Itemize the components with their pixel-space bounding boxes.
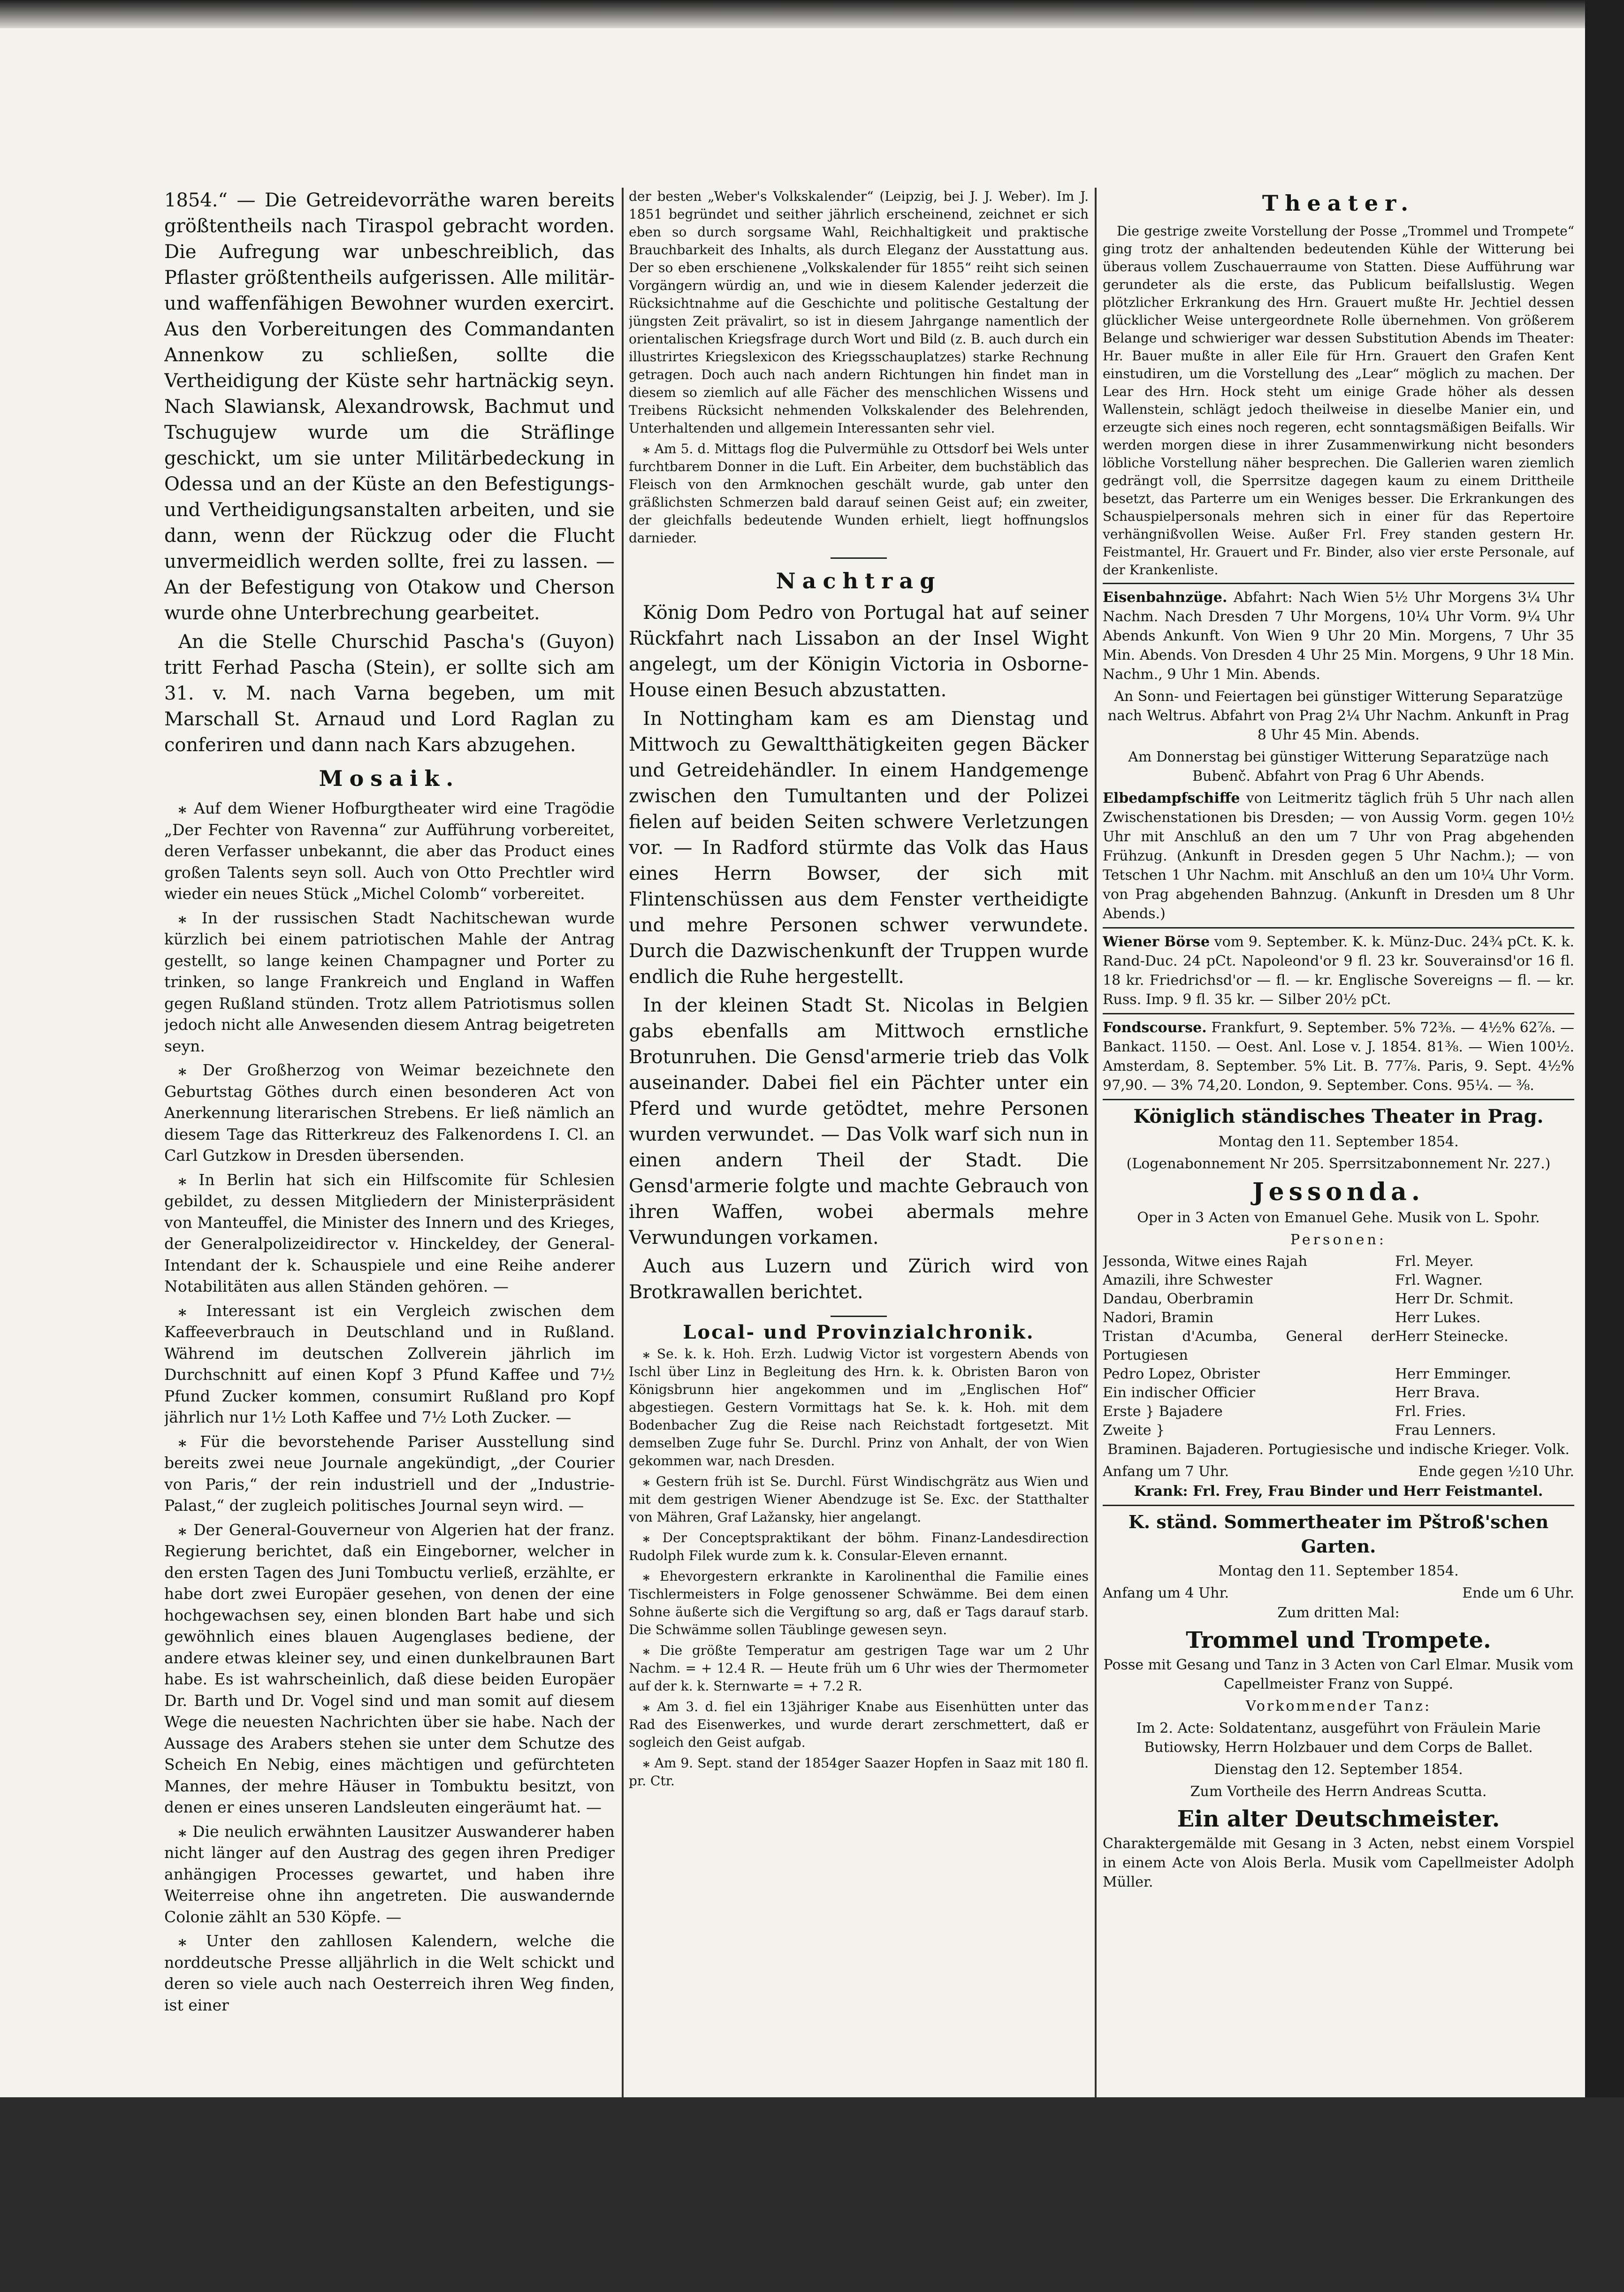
mosaik-item: ⁎ Der Großherzog von Weimar bezeichnete den Geburtstag Göthes durch einen besonderen Act von Anerkennung literarischen Strebens. Er ließ nämlich an diesem Tage das Ritterkreuz des Falkenordens I. Cl. an Carl Gutzkow in Dresden übersenden. — [164, 1061, 615, 1165]
local-item: ⁎ Se. k. k. Hoh. Erzh. Ludwig Victor ist vorgestern Abends von Ischl über Linz in Begleitung des Hrn. k. k. Obristen Baron von Königsbrunn hier angekommen und im „Englischen Hof“ abgestiegen. Gestern Vormittags hat Se. k. k. Hoh. mit dem Bodenbacher Zug die Reise nach Reichstadt fortgesetzt. Mit demselben Zuge fuhr Se. Durchl. Prinz von Anhalt, der von Wien gekommen war, nach Dresden. — [629, 1346, 1089, 1469]
dance-label: Vorkommender Tanz: — [1245, 1698, 1432, 1714]
mosaik-item: ⁎ In der russischen Stadt Nachitschewan wurde kürzlich bei einem patriotischen Mahle der Antrag gestellt, so lange keinen Champagner und Porter zu trinken, so lange Frankreich und England in Waffen gegen Rußland stünden. Trotz allem Patriotismus sollen jedoch nicht alle Anwesenden diesem Antrag beigetreten seyn. — [164, 908, 615, 1055]
column-rule-2 — [1095, 188, 1097, 2097]
cast-actor: Herr Dr. Schmit. — [1395, 1291, 1514, 1307]
separator — [831, 1316, 887, 1317]
mosaik-item: ⁎ Auf dem Wiener Hofburgtheater wird eine Tragödie „Der Fechter von Ravenna“ zur Aufführung vorbereitet, deren Verfasser unbekannt, die aber das Product eines großen Talents seyn soll. Auch von Otto Prechtler wird wieder ein neues Stück „Michel Colomb“ vorbereitet. — [164, 799, 615, 903]
rule — [1103, 1099, 1574, 1100]
cast-actor: Herr Brava. — [1395, 1385, 1480, 1401]
rule — [1103, 927, 1574, 929]
rule — [1103, 583, 1574, 584]
end-time: Ende gegen ½10 Uhr. — [1418, 1463, 1574, 1480]
cast-list — [1103, 1252, 1574, 1440]
cast-actor: Herr Steinecke. — [1395, 1328, 1509, 1345]
cast-row — [1103, 1309, 1574, 1327]
performance-count: Zum dritten Mal: — [1277, 1605, 1400, 1621]
cast-role: Ein indischer Officier — [1103, 1385, 1256, 1401]
sick-list: Krank: Frl. Frey, Frau Binder und Herr Feistmantel. — [1134, 1483, 1543, 1500]
special-trains: An Sonn- und Feiertagen bei günstiger Witterung Separatzüge nach Weltrus. Abfahrt von Prag 2¼ Uhr Nachm. Ankunft in Prag 8 Uhr 45 Min. Abends. — [1107, 688, 1570, 743]
opera-subtitle: Oper in 3 Acten von Emanuel Gehe. Musik von L. Spohr. — [1137, 1210, 1540, 1226]
performance-date: Dienstag den 12. September 1854. — [1214, 1761, 1463, 1778]
end-time: Ende um 6 Uhr. — [1462, 1585, 1574, 1601]
local-item: ⁎ Am 9. Sept. stand der 1854ger Saazer Hopfen in Saaz mit 180 fl. pr. Ctr. — [629, 1755, 1089, 1789]
cast-role: Erste } Bajadere — [1103, 1403, 1223, 1420]
cast-row — [1103, 1327, 1574, 1365]
performance-date: Montag den 11. September 1854. — [1218, 1134, 1459, 1150]
cast-role: Jessonda, Witwe eines Rajah — [1103, 1253, 1308, 1270]
performance-date: Montag den 11. September 1854. — [1218, 1563, 1459, 1579]
column-rule-1 — [622, 188, 624, 2097]
fund-rates: Fondscourse. Frankfurt, 9. September. 5% 72⅜. — 4½% 62⅞. — Bankact. 1150. — Oest. Anl. Lose v. J. 1854. 81⅜. — Wien 100½. Amsterdam, 8. September. 5% Lit. B. 77⅞. Paris, 9. Sept. 4½% 97,90. — 3% 74,20. London, 9. September. Cons. 95¼. — ⅜. — [1103, 1020, 1574, 1094]
cast-role: Pedro Lopez, Obrister — [1103, 1366, 1260, 1382]
separator — [831, 557, 887, 559]
play-subtitle: Posse mit Gesang und Tanz in 3 Acten von Carl Elmar. Musik vom Capellmeister Franz von Suppé. — [1103, 1657, 1574, 1692]
cast-row — [1103, 1290, 1574, 1309]
start-time: Anfang um 7 Uhr. — [1103, 1463, 1229, 1480]
cast-row — [1103, 1252, 1574, 1271]
opera-title: Jessonda. — [1252, 1178, 1425, 1206]
cast-actor: Frau Lenners. — [1395, 1422, 1496, 1439]
local-item: ⁎ Gestern früh ist Se. Durchl. Fürst Windischgrätz aus Wien und mit dem gestrigen Wiener Abendzuge ist Se. Exc. der Statthalter von Mähren, Graf Lažansky, hier angelangt. — [629, 1474, 1089, 1525]
cast-note: Braminen. Bajaderen. Portugiesische und indische Krieger. Volk. — [1107, 1441, 1570, 1458]
start-time: Anfang um 4 Uhr. — [1103, 1585, 1229, 1601]
mosaik-item: ⁎ Interessant ist ein Vergleich zwischen dem Kaffeeverbrauch in Deutschland und in Rußland. Während im deutschen Zollverein jährlich im Durchschnitt auf einen Kopf 3 Pfund Kaffee und 7½ Pfund Zucker kommen, consumirt Rußland pro Kopf jährlich nur 1½ Loth Kaffee und 7½ Loth Zucker. — — [164, 1301, 615, 1426]
times-row — [1103, 1462, 1574, 1482]
pasha-report: An die Stelle Churschid Pascha's (Guyon) tritt Ferhad Pascha (Stein), er sollte sich am 31. v. M. nach Varna begeben, um mit Marschall St. Arnaud und Lord Raglan zu conferiren und dann nach Kars abzugehen. — [164, 631, 615, 756]
local-item: ⁎ Der Conceptspraktikant der böhm. Finanz-Landesdirection Rudolph Filek wurde zum k. k. Consular-Eleven ernannt. — [629, 1530, 1089, 1563]
rule — [1103, 1505, 1574, 1506]
column-middle — [629, 188, 1089, 2097]
play-subtitle: Charaktergemälde mit Gesang in 3 Acten, nebst einem Vorspiel in einem Acte von Alois Berla. Musik vom Capellmeister Adolph Müller. — [1103, 1835, 1574, 1890]
cast-actor: Frl. Fries. — [1395, 1403, 1466, 1420]
nachtrag-item: König Dom Pedro von Portugal hat auf seiner Rückfahrt nach Lissabon an der Insel Wight angelegt, um der Königin Victoria in Osborne-House einen Besuch abzustatten. — [629, 602, 1089, 701]
cast-role: Amazili, ihre Schwester — [1103, 1272, 1273, 1288]
cast-actor: Herr Emminger. — [1395, 1366, 1511, 1382]
cast-label: Personen: — [1290, 1232, 1387, 1248]
cast-actor: Frl. Meyer. — [1395, 1253, 1474, 1270]
page-right-edge — [1585, 0, 1624, 2097]
play-title: Ein alter Deutschmeister. — [1177, 1806, 1500, 1832]
mosaik-item: ⁎ In Berlin hat sich ein Hilfscomite für Schlesien gebildet, zu dessen Mitgliedern der Ministerpräsident von Manteuffel, die Minister des Innern und des Krieges, der Generalpolizeidirector v. Hinckeldey, der General-Intendant der k. Schauspiele und eine Reihe anderer Notabilitäten aus allen Ständen gehören. — — [164, 1170, 615, 1295]
cast-role: Zweite } — [1103, 1422, 1165, 1439]
cast-actor: Herr Lukes. — [1395, 1310, 1481, 1326]
dance-description: Im 2. Acte: Soldatentanz, ausgeführt von Fräulein Marie Butiowsky, Herrn Holzbauer und dem Corps de Ballet. — [1136, 1720, 1541, 1756]
cast-row — [1103, 1421, 1574, 1440]
mosaik-item: ⁎ Der General-Gouverneur von Algerien hat der franz. Regierung berichtet, daß ein Eingeborner, welcher in den ersten Tagen des Juni Tombuctu verließ, erzählte, er habe dort zwei Europäer gesehen, von denen der eine hochgewachsen sey, einen blonden Bart habe und sich gewöhnlich eines blauen Augenglases bediene, der andere etwas kleiner sey, und einen dunkelbraunen Bart habe. Es ist wahrscheinlich, daß diese beiden Europäer Dr. Barth und Dr. Vogel sind und man somit auf diesem Wege die neuesten Nachrichten über sie habe. Nach der Aussage des Arabers stehen sie unter dem Schutze des Scheich En Nebig, eines mächtigen und gefürchteten Mannes, der mehre Häuser in Tombuktu besitzt, von denen er eines unseren Landsleuten eingeräumt hat. — — [164, 1520, 615, 1816]
cast-role: Tristan d'Acumba, General der Portugiesen — [1103, 1328, 1395, 1363]
vienna-exchange: Wiener Börse vom 9. September. K. k. Münz-Duc. 24¾ pCt. K. k. Rand-Duc. 24 pCt. Napoleond'or 9 fl. 23 kr. Souverainsd'or 16 fl. 18 kr. Friedrichsd'or — fl. — kr. Englische Sovereigns — fl. — kr. Russ. Imp. 9 fl. 35 kr. — Silber 20½ pCt. — [1103, 934, 1574, 1008]
column-left — [164, 188, 615, 2097]
nachtrag-item: Auch aus Luzern und Zürich wird von Brotkrawallen berichtet. — [629, 1256, 1089, 1303]
steamboat-times: Elbedampfschiffe von Leitmeritz täglich früh 5 Uhr nach allen Zwischenstationen bis Dresden; — von Aussig Vorm. gegen 10½ Uhr mit Anschluß an den um 7 Uhr von Prag abgehenden Frühzug. (Ankunft in Dresden gegen 5 Uhr Nachm.); — von Tetschen 1 Uhr Nachm. mit Anschluß an den um 10¼ Uhr Vorm. von Prag abgehenden Bahnzug. (Ankunft in Dresden um 8 Uhr Abends.) — [1103, 790, 1574, 922]
rule — [1103, 1013, 1574, 1014]
odessa-report: 1854.“ — Die Getreidevorräthe waren bereits größtentheils nach Tiraspol gebracht worden. Die Aufregung war unbeschreiblich, das Pflaster größtentheils aufgerissen. Alle militär- und waffenfähigen Bewohner wurden exercirt. Aus den Vorbereitungen des Commandanten Annenkow zu schließen, sollte die Vertheidigung der Küste sehr hartnäckig seyn. Nach Slawiansk, Alexandrowsk, Bachmut und Tschugujew wurde um die Sträflinge geschickt, um sie unter Militärbedeckung in Odessa und an der Küste an den Befestigungs- und Vertheidigungsanstalten arbeiten, und sie dann, wenn der Rückzug oder die Flucht unvermeidlich werden sollte, frei zu lassen. — An der Befestigung von Otakow und Cherson wurde ohne Unterbrechung gearbeitet. — [164, 190, 615, 624]
local-item: ⁎ Am 3. d. fiel ein 13jähriger Knabe aus Eisenhütten unter das Rad des Eisenwerkes, und wurde derart zerschmettert, daß er sogleich den Geist aufgab. — [629, 1699, 1089, 1750]
section-heading-theater: Theater. — [1262, 190, 1415, 216]
times-row — [1103, 1584, 1574, 1603]
cast-row — [1103, 1365, 1574, 1384]
section-heading-mosaik: Mosaik. — [319, 766, 460, 791]
subscription-note: (Logenabonnement Nr 205. Sperrsitzabonnement Nr. 227.) — [1126, 1156, 1551, 1172]
section-heading-local: Local- und Provinzialchronik. — [683, 1321, 1035, 1343]
special-trains: Am Donnerstag bei günstiger Witterung Separatzüge nach Bubenč. Abfahrt von Prag 6 Uhr Abends. — [1128, 749, 1549, 784]
mosaik-item: ⁎ Am 5. d. Mittags flog die Pulvermühle zu Ottsdorf bei Wels unter furchtbarem Donner in die Luft. Ein Arbeiter, dem buchstäblich das Fleisch von den Armknochen geschält wurde, gab unter den gräßlichsten Schmerzen bald darauf seinen Geist auf; ein zweiter, der gleichfalls bedeutende Wunden erhielt, liegt hoffnungslos darnieder. — [629, 441, 1089, 546]
nachtrag-item: In der kleinen Stadt St. Nicolas in Belgien gabs ebenfalls am Mittwoch ernstliche Brotunruhen. Die Gensd'armerie trieb das Volk auseinander. Dabei fiel ein Pächter unter ein Pferd und wurde getödtet, mehre Personen wurden verwundet. — Das Volk warf sich nun in einen andern Theil der Stadt. Die Gensd'armerie folgte und machte Gebrauch von ihren Waffen, wobei abermals mehre Verwundungen vorkamen. — [629, 995, 1089, 1249]
column-right — [1103, 183, 1574, 2093]
local-item: ⁎ Ehevorgestern erkrankte in Karolinenthal die Familie eines Tischlermeisters in Folge genossener Schwämme. Bei dem einen Sohne äußerte sich die Vergiftung so arg, daß er Tags darauf starb. Die Schwämme sollen Täublinge gewesen seyn. — [629, 1569, 1089, 1637]
section-heading-nachtrag: Nachtrag — [776, 568, 942, 594]
theater-name: Königlich ständisches Theater in Prag. — [1133, 1105, 1544, 1127]
mosaik-item: ⁎ Die neulich erwähnten Lausitzer Auswanderer haben nicht länger auf den Austrag des gegen ihren Prediger anhängigen Processes gewartet, und haben ihre Weiterreise ohne ihn angetreten. Die auswandernde Colonie zählt an 530 Köpfe. — — [164, 1822, 615, 1926]
mosaik-item: ⁎ Für die bevorstehende Pariser Ausstellung sind bereits zwei neue Journale angekündigt, „der Courier von Paris,“ der rein industriell und der „Industrie-Palast,“ der zugleich politisches Journal seyn wird. — — [164, 1432, 615, 1515]
railway-times: Eisenbahnzüge. Abfahrt: Nach Wien 5½ Uhr Morgens 3¼ Uhr Nachm. Nach Dresden 7 Uhr Morgens, 10¼ Uhr Vorm. 9¼ Uhr Abends Ankunft. Von Wien 9 Uhr 20 Min. Morgens, 7 Uhr 35 Min. Abends. Von Dresden 4 Uhr 25 Min. Morgens, 9 Uhr 18 Min. Nachm., 9 Uhr 1 Min. Abends. — [1103, 589, 1574, 683]
benefit-note: Zum Vortheile des Herrn Andreas Scutta. — [1190, 1783, 1487, 1800]
theater-name: K. ständ. Sommertheater im Pštroß'schen Garten. — [1128, 1511, 1549, 1557]
mosaik-item: ⁎ Unter den zahllosen Kalendern, welche die norddeutsche Presse alljährlich in die Welt schickt und deren so viele auch nach Oesterreich ihren Weg finden, ist einer — [164, 1932, 615, 2014]
cast-actor: Frl. Wagner. — [1395, 1272, 1483, 1288]
local-item: ⁎ Die größte Temperatur am gestrigen Tage war um 2 Uhr Nachm. = + 12.4 R. — Heute früh um 6 Uhr wies der Thermometer auf der k. k. Sternwarte = + 7.2 R. — [629, 1643, 1089, 1694]
cast-row — [1103, 1271, 1574, 1290]
cast-role: Nadori, Bramin — [1103, 1310, 1214, 1326]
theater-review: Die gestrige zweite Vorstellung der Posse „Trommel und Trompete“ ging trotz der anhaltenden bedeutenden Kühle der Witterung bei überaus vollem Zuschauerraume von Statten. Diese Aufführung war gerundeter als die erste, das Publicum beifallslustig. Wegen plötzlicher Erkrankung des Hrn. Grauert mußte Hr. Jechtiel dessen glücklicher Weise untergeordnete Rolle übernehmen. Von größerem Belange und schwieriger war dessen Substitution Abends im Theater: Hr. Bauer mußte in aller Eile für Hrn. Grauert den Grafen Kent einstudiren, um die Vorstellung des „Lear“ möglich zu machen. Der Lear des Hrn. Hock steht um einige Grade höher als dessen Wallenstein, schlägt jedoch theilweise in dieselbe Manier ein, und erzeugte sich eines noch regeren, echt sonntagsmäßigen Beifalls. Wir werden morgen diese in ihrer Zusammenwirkung nicht besonders löbliche Vorstellung näher besprechen. Die Gallerien waren ziemlich gedrängt voll, die Sperrsitze dagegen kaum zu einem Drittheile besetzt, das Parterre um ein Weniges besser. Die Erkrankungen des Schauspielpersonals mehren sich in einer für das Repertoire verhängnißvollen Weise. Außer Frl. Frey standen gestern Hr. Feistmantel, Hr. Grauert und Fr. Binder, also vier erste Personale, auf der Krankenliste. — [1103, 223, 1574, 578]
cast-role: Dandau, Oberbramin — [1103, 1291, 1254, 1307]
page-top-edge — [0, 0, 1585, 28]
nachtrag-item: In Nottingham kam es am Dienstag und Mittwoch zu Gewaltthätigkeiten gegen Bäcker und Getreidehändler. In einem Handgemenge zwischen den Tumultanten und der Polizei fielen auf beiden Seiten schwere Verletzungen vor. — In Radford stürmte das Volk das Haus eines Herrn Bowser, der sich mit Flintenschüssen aus dem Fenster vertheidigte und mehre Personen schwer verwundete. Durch die Dazwischenkunft der Truppen wurde endlich die Ruhe hergestellt. — [629, 708, 1089, 988]
calendar-review: der besten „Weber's Volkskalender“ (Leipzig, bei J. J. Weber). Im J. 1851 begründet und seither jährlich erscheinend, zeichnet er sich eben so durch sorgsame Wahl, Reichhaltigkeit und praktische Brauchbarkeit des Inhalts, als durch Eleganz der Ausstattung aus. Der so eben erschienene „Volkskalender für 1855“ reiht sich seinen Vorgängern würdig an, und wie in diesem Kalender jederzeit die Rücksichtnahme auf die Geschichte und politische Gestaltung der jüngsten Zeit prävalirt, so ist in diesem Jahrgange namentlich der orientalischen Kriegsfrage durch Wort und Bild (z. B. auch durch ein illustrirtes Kriegslexicon des Kriegsschauplatzes) starke Rechnung getragen. Doch auch nach andern Richtungen hin findet man in diesem so ziemlich auf alle Fächer des menschlichen Wissens und Treibens Rücksicht nehmenden Volkskalender des Belehrenden, Unterhaltenden und allgemein Interessanten sehr viel. — [629, 189, 1089, 436]
play-title: Trommel und Trompete. — [1186, 1627, 1491, 1653]
cast-row — [1103, 1402, 1574, 1421]
cast-row — [1103, 1384, 1574, 1402]
